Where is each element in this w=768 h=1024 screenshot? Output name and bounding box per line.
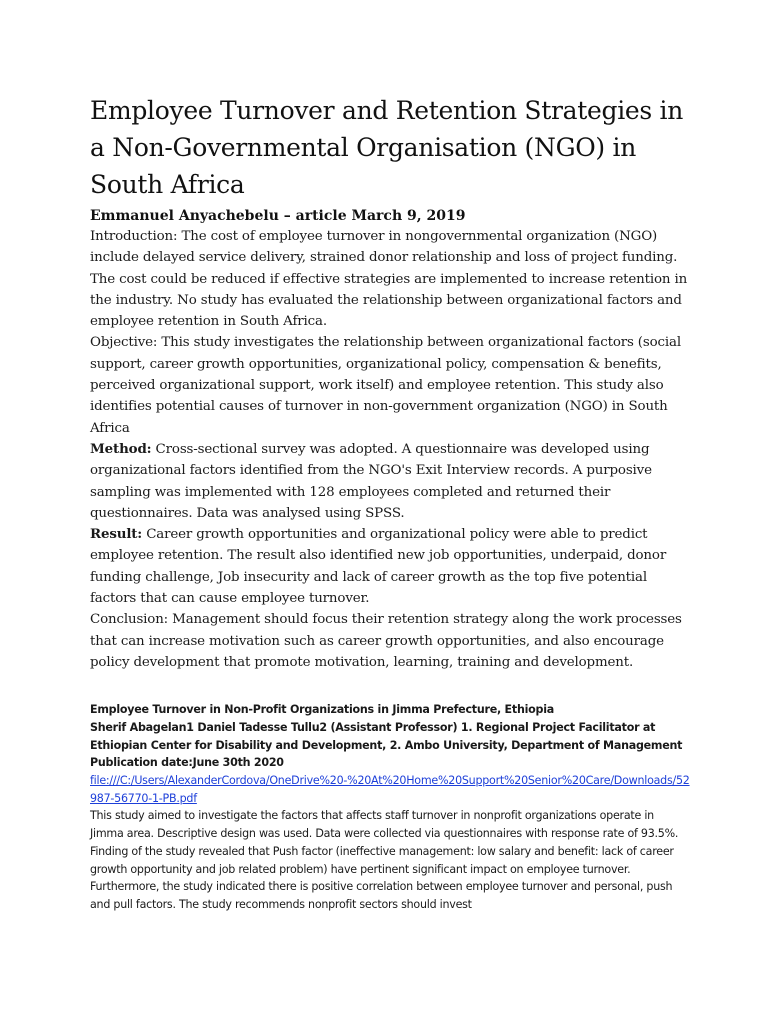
publication-date: Publication date:June 30th 2020 [90,756,284,770]
result-paragraph [90,524,690,609]
conclusion-paragraph: Conclusion: Management should focus their retention strategy along the work processes that can increase motivation such as career growth opportunities, and also encourage policy development that promote motivation, learning, training and development. [90,612,682,670]
article-byline: Emmanuel Anyachebelu – article March 9, 2019 [90,208,466,224]
objective-paragraph: Objective: This study investigates the relationship between organizational factors (social support, career growth opportunities, organizational policy, compensation & benefits, perceived organizational support, work itself) and employee retention. This study also identifies potential causes of turnover in non-government organization (NGO) in South Africa [90,335,681,436]
article-title: Employee Turnover and Retention Strategies in a Non-Governmental Organisation (NGO) in South Africa [90,96,684,199]
document-page [90,92,690,914]
second-article-title: Employee Turnover in Non-Profit Organizations in Jimma Prefecture, Ethiopia [90,703,554,717]
method-paragraph [90,439,690,524]
file-link[interactable]: file:///C:/Users/AlexanderCordova/OneDrive%20-%20At%20Home%20Support%20Senior%20Care/Downloads/52987-56770-1-PB.pdf [90,774,690,805]
result-label: Result: [90,526,143,543]
result-text: Career growth opportunities and organizational policy were able to predict employee retention. The result also identified new job opportunities, underpaid, donor funding challenge, Job insecurity and lack of career growth as the top five potential factors that can cause employee turnover. [90,527,667,607]
second-article-abstract: This study aimed to investigate the factors that affects staff turnover in nonprofit organizations operate in Jimma area. Descriptive design was used. Data were collected via questionnaires with response rate of 93.5%. Finding of the study revealed that Push factor (ineffective management: low salary and benefit: lack of career growth opportunity and job related problem) have pertinent significant impact on employee turnover. Furthermore, the study indicated there is positive correlation between employee turnover and personal, push and pull factors. The study recommends nonprofit sectors should invest [90,809,679,911]
file-link-line [90,772,690,807]
second-article [90,701,690,913]
second-article-authors: Sherif Abagelan1 Daniel Tadesse Tullu2 (Assistant Professor) 1. Regional Project Facilitator at Ethiopian Center for Disability and Development, 2. Ambo University, Department of Management [90,720,683,752]
method-label: Method: [90,440,152,457]
method-text: Cross-sectional survey was adopted. A questionnaire was developed using organizational factors identified from the NGO's Exit Interview records. A purposive sampling was implemented with 128 employees completed and returned their questionnaires. Data was analysed using SPSS. [90,441,652,521]
introduction-paragraph: Introduction: The cost of employee turnover in nongovernmental organization (NGO) include delayed service delivery, strained donor relationship and loss of project funding. The cost could be reduced if effective strategies are implemented to increase retention in the industry. No study has evaluated the relationship between organizational factors and employee retention in South Africa. [90,229,688,330]
